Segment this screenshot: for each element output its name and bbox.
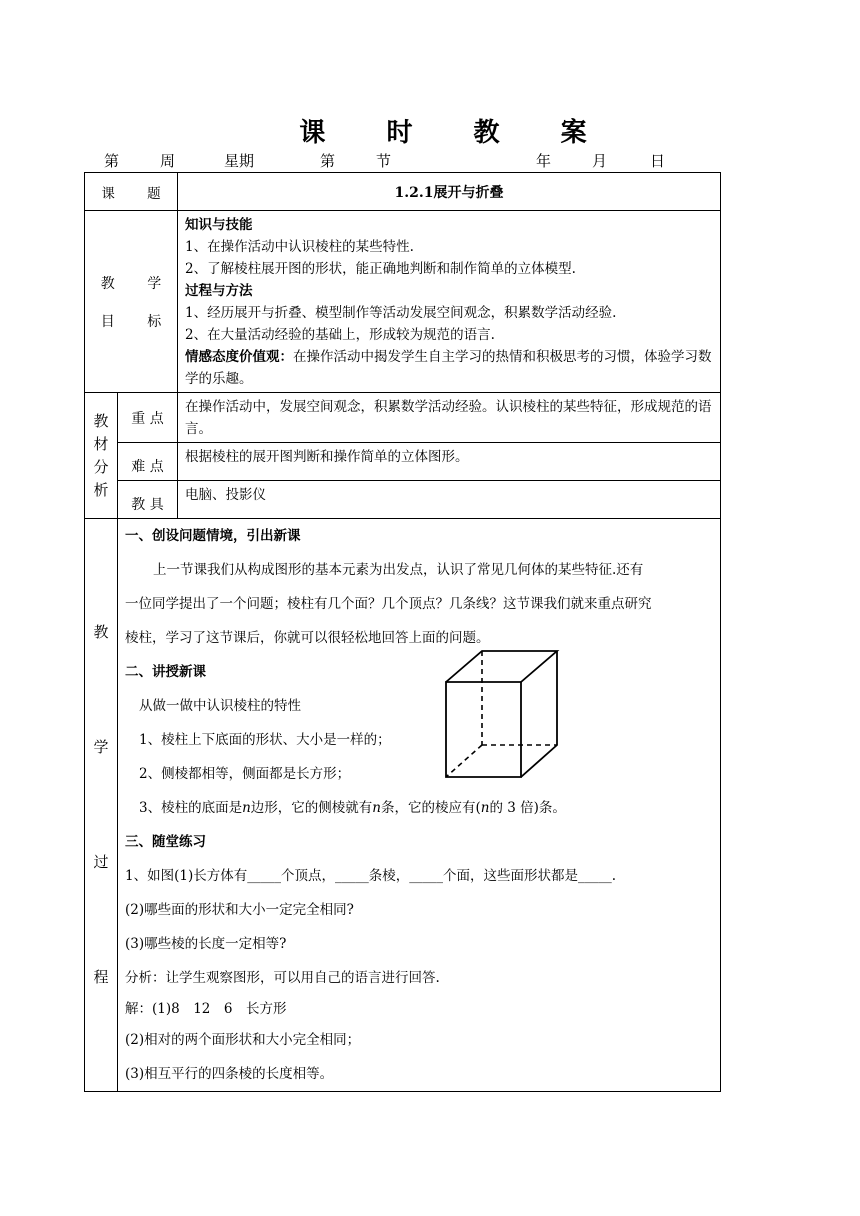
difficulty-label: 难 点 — [118, 443, 178, 481]
lesson-plan-table — [84, 172, 721, 1092]
text-run: 边形，它的侧棱就有 — [250, 800, 373, 816]
question-line: (3)哪些棱的长度一定相等? — [125, 936, 287, 952]
hidden-edge — [446, 745, 482, 777]
top-face — [446, 651, 557, 682]
key-row — [85, 393, 721, 443]
analysis-side-char: 教 — [93, 411, 109, 430]
section3-title: 三、随堂练习 — [125, 834, 206, 850]
weekday-label: 星期 — [224, 152, 255, 170]
list-item: 从做一做中认识棱柱的特性 — [139, 698, 301, 714]
list-item — [125, 791, 714, 825]
text-run: 3、棱柱的底面是 — [139, 800, 243, 816]
front-face — [446, 682, 521, 777]
text-run: 条，它的棱应有( — [381, 800, 481, 816]
goals-heading-knowledge: 知识与技能 — [185, 217, 253, 233]
list-item: 1、棱柱上下底面的形状、大小是一样的； — [139, 732, 391, 748]
process-side-char: 教 — [93, 623, 109, 641]
process-row — [85, 519, 721, 1092]
cuboid-figure-icon — [443, 649, 561, 781]
right-face — [521, 651, 557, 777]
answer-line: (3)相互平行的四条棱的长度相等。 — [125, 1066, 334, 1082]
week-prefix: 第 — [104, 152, 120, 170]
page-title: 课 时 教 案 — [299, 118, 613, 148]
difficulty-row — [85, 443, 721, 481]
question-line: (2)哪些面的形状和大小一定完全相同? — [125, 902, 354, 918]
tools-label: 教 具 — [118, 481, 178, 519]
text-run: 的 3 倍)条。 — [489, 800, 566, 816]
key-text: 在操作活动中，发展空间观念，积累数学活动经验。认识棱柱的某些特征，形成规范的语言。 — [178, 393, 721, 443]
analysis-side-char: 分 — [93, 457, 109, 476]
goals-line: 在操作活动中揭发学生自主学习的热情和积极思考的习惯，体验学习数学的乐趣。 — [185, 349, 712, 387]
goals-line: 2、了解棱柱展开图的形状，能正确地判断和制作简单的立体模型. — [185, 261, 576, 277]
variable-n: n — [372, 800, 381, 816]
goals-row — [85, 211, 721, 393]
week-suffix: 周 — [160, 152, 176, 170]
analysis-side-label — [85, 393, 118, 519]
goals-affect — [185, 346, 714, 390]
day-label: 日 — [650, 152, 666, 170]
period-suffix: 节 — [376, 152, 392, 170]
process-side-char: 程 — [93, 968, 109, 986]
tools-text: 电脑、投影仪 — [178, 481, 721, 519]
month-label: 月 — [592, 152, 608, 170]
process-side-char: 过 — [93, 853, 109, 871]
section2-title: 二、讲授新课 — [125, 664, 206, 680]
section1-title: 一、创设问题情境，引出新课 — [125, 528, 301, 544]
paragraph-line: 一位同学提出了一个问题；棱柱有几个面？几个顶点？几条线？这节课我们就来重点研究 — [125, 596, 652, 612]
topic-value: 1.2.1展开与折叠 — [178, 173, 721, 211]
period-prefix: 第 — [320, 152, 336, 170]
analysis-side-char: 材 — [93, 434, 109, 453]
variable-n: n — [242, 800, 251, 816]
process-content — [118, 519, 721, 1092]
goals-label-top: 教 学 — [100, 275, 176, 292]
goals-line: 2、在大量活动经验的基础上，形成较为规范的语言. — [185, 327, 495, 343]
year-label: 年 — [536, 152, 552, 170]
key-label: 重 点 — [118, 393, 178, 443]
process-side-label — [85, 519, 118, 1092]
process-side-char: 学 — [93, 738, 109, 756]
goals-label-bottom: 目 标 — [100, 313, 176, 330]
analysis-side-char: 析 — [93, 480, 109, 499]
tools-row — [85, 481, 721, 519]
question-line: 1、如图(1)长方体有_____个顶点，_____条棱，_____个面，这些面形状都是_____. — [125, 868, 617, 884]
answer-line: (2)相对的两个面形状和大小完全相同； — [125, 1032, 361, 1048]
goals-label — [85, 211, 178, 393]
paragraph-line: 上一节课我们从构成图形的基本元素为出发点，认识了常见几何体的某些特征.还有 — [153, 562, 644, 578]
topic-label: 课 题 — [85, 173, 178, 211]
goals-heading-affect: 情感态度价值观： — [185, 349, 294, 365]
paragraph-line: 棱柱，学习了这节课后，你就可以很轻松地回答上面的问题。 — [125, 630, 490, 646]
variable-n: n — [480, 800, 490, 816]
answer-line: 解：(1)8 12 6 长方形 — [125, 1001, 287, 1017]
goals-line: 1、经历展开与折叠、模型制作等活动发展空间观念，积累数学活动经验. — [185, 305, 617, 321]
goals-line: 1、在操作活动中认识棱柱的某些特性. — [185, 239, 414, 255]
list-item: 2、侧棱都相等，侧面都是长方形； — [139, 766, 351, 782]
goals-content — [178, 211, 721, 393]
difficulty-text: 根据棱柱的展开图判断和操作简单的立体图形。 — [178, 443, 721, 481]
analysis-line: 分析：让学生观察图形，可以用自己的语言进行回答. — [125, 970, 440, 986]
goals-heading-process: 过程与方法 — [185, 283, 253, 299]
topic-row — [85, 173, 721, 211]
